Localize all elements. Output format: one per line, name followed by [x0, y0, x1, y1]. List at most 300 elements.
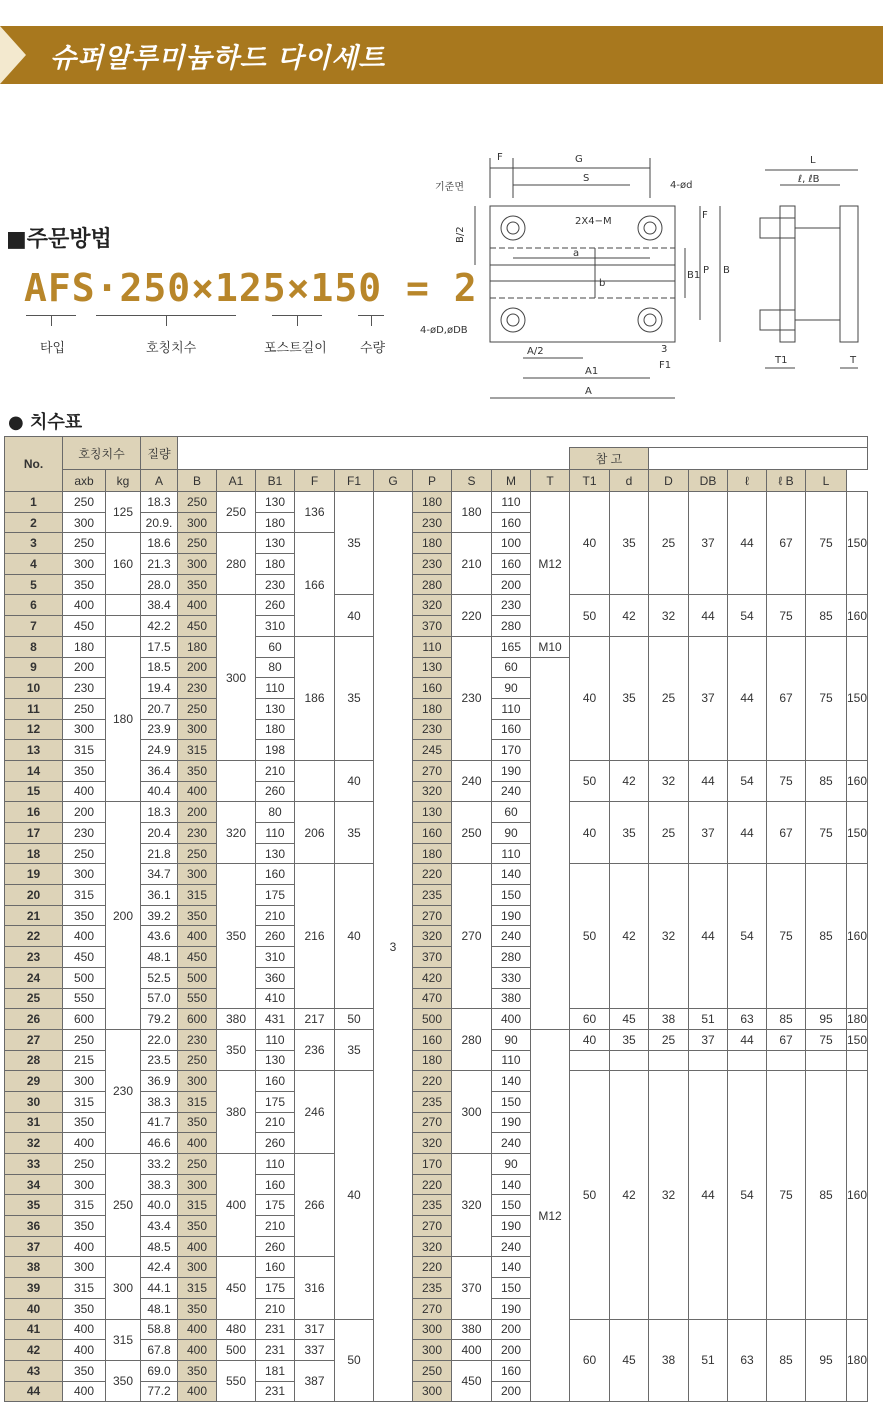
- table-cell: 230: [256, 574, 295, 595]
- table-cell: 360: [256, 967, 295, 988]
- table-cell: 110: [492, 492, 531, 513]
- table-cell: 24: [5, 967, 63, 988]
- table-cell: 3: [374, 492, 413, 1402]
- table-cell: 270: [413, 905, 452, 926]
- table-cell: 32: [649, 760, 689, 801]
- dimension-table: [4, 436, 868, 1402]
- table-cell: 35: [335, 802, 374, 864]
- table-cell: 315: [178, 885, 217, 906]
- table-cell: 110: [256, 678, 295, 699]
- table-cell: 40.0: [141, 1195, 178, 1216]
- table-cell: 35: [335, 636, 374, 760]
- table-cell: 75: [806, 636, 847, 760]
- table-cell: 450: [178, 947, 217, 968]
- table-cell: 40: [5, 1298, 63, 1319]
- table-cell: 8: [5, 636, 63, 657]
- table-cell: 37: [5, 1236, 63, 1257]
- table-cell: 380: [217, 1071, 256, 1154]
- table-cell: 270: [413, 760, 452, 781]
- table-cell: 180: [256, 512, 295, 533]
- table-cell: 250: [63, 698, 106, 719]
- table-cell: 320: [452, 1154, 492, 1257]
- table-cell: 300: [178, 864, 217, 885]
- table-cell: 200: [492, 1319, 531, 1340]
- table-cell: 40: [570, 636, 610, 760]
- table-cell: 175: [256, 885, 295, 906]
- header-5: B1: [256, 470, 295, 492]
- table-cell: 38.3: [141, 1091, 178, 1112]
- table-cell: 350: [178, 1298, 217, 1319]
- table-cell: 180: [847, 1319, 868, 1402]
- table-cell: 50: [335, 1009, 374, 1030]
- table-cell: 250: [63, 1029, 106, 1050]
- table-cell: 60: [570, 1319, 610, 1402]
- table-cell: [610, 1050, 649, 1071]
- table-cell: 25: [649, 636, 689, 760]
- table-cell: 75: [806, 802, 847, 864]
- table-cell: 170: [492, 740, 531, 761]
- table-cell: 13: [5, 740, 63, 761]
- table-cell: 60: [256, 636, 295, 657]
- table-cell: 160: [847, 1071, 868, 1319]
- dim-label-b1: B1: [687, 270, 701, 281]
- table-cell: 21: [5, 905, 63, 926]
- table-cell: 300: [63, 1174, 106, 1195]
- table-cell: 140: [492, 1174, 531, 1195]
- header-17: ℓ: [728, 470, 767, 492]
- table-cell: 450: [217, 1257, 256, 1319]
- table-cell: 32: [649, 864, 689, 1009]
- table-cell: 18.6: [141, 533, 178, 554]
- table-row: [5, 636, 868, 657]
- label-qty: 수량: [360, 341, 386, 356]
- dim-label-a-big: A: [585, 386, 592, 397]
- table-cell: 280: [492, 616, 531, 637]
- table-cell: 140: [492, 1071, 531, 1092]
- table-cell: 130: [256, 492, 295, 513]
- table-cell: 150: [847, 636, 868, 760]
- table-cell: 400: [63, 1319, 106, 1340]
- table-cell: 27: [5, 1029, 63, 1050]
- table-cell: 330: [492, 967, 531, 988]
- table-cell: 43.6: [141, 926, 178, 947]
- table-cell: 150: [492, 1091, 531, 1112]
- header-8: G: [374, 470, 413, 492]
- table-cell: 160: [106, 533, 141, 595]
- table-cell: 300: [63, 512, 106, 533]
- table-cell: 19: [5, 864, 63, 885]
- table-cell: 550: [178, 988, 217, 1009]
- table-cell: 300: [178, 719, 217, 740]
- table-cell: 160: [256, 1174, 295, 1195]
- table-cell: 38.3: [141, 1174, 178, 1195]
- table-cell: 315: [178, 1091, 217, 1112]
- table-cell: 180: [413, 698, 452, 719]
- table-cell: 110: [413, 636, 452, 657]
- table-cell: 45: [610, 1009, 649, 1030]
- table-cell: 300: [63, 554, 106, 575]
- table-cell: 32: [649, 595, 689, 636]
- table-cell: 160: [847, 595, 868, 636]
- table-cell: 315: [63, 1195, 106, 1216]
- table-cell: 85: [806, 595, 847, 636]
- table-cell: 270: [452, 864, 492, 1009]
- dim-label-b: B: [723, 265, 730, 276]
- table-cell: [106, 616, 141, 637]
- table-cell: 240: [492, 926, 531, 947]
- table-cell: 160: [256, 1071, 295, 1092]
- table-cell: 180: [106, 636, 141, 802]
- table-cell: 140: [492, 1257, 531, 1278]
- table-cell: 190: [492, 1216, 531, 1237]
- table-cell: 280: [452, 1009, 492, 1071]
- table-cell: 19.4: [141, 678, 178, 699]
- table-cell: 175: [256, 1278, 295, 1299]
- table-cell: 160: [492, 512, 531, 533]
- table-cell: 41.7: [141, 1112, 178, 1133]
- table-cell: 160: [413, 678, 452, 699]
- table-cell: 110: [492, 698, 531, 719]
- table-cell: 22.0: [141, 1029, 178, 1050]
- table-cell: 250: [178, 843, 217, 864]
- table-cell: 400: [178, 595, 217, 616]
- table-cell: 25: [649, 802, 689, 864]
- table-cell: 400: [178, 1340, 217, 1361]
- table-cell: 350: [63, 1298, 106, 1319]
- table-cell: 42.2: [141, 616, 178, 637]
- table-cell: 250: [106, 1154, 141, 1257]
- table-cell: 35: [610, 1029, 649, 1050]
- table-cell: 300: [217, 595, 256, 761]
- dim-label-3: 3: [661, 344, 668, 355]
- table-cell: 160: [492, 719, 531, 740]
- table-cell: 600: [63, 1009, 106, 1030]
- table-cell: 40: [335, 760, 374, 801]
- table-cell: 130: [256, 698, 295, 719]
- table-cell: 400: [63, 781, 106, 802]
- table-cell: 80: [256, 657, 295, 678]
- table-cell: 85: [806, 760, 847, 801]
- table-cell: 17.5: [141, 636, 178, 657]
- table-cell: 220: [413, 1071, 452, 1092]
- table-cell: 35: [610, 636, 649, 760]
- table-cell: 60: [492, 657, 531, 678]
- die-set-drawing: [415, 148, 880, 408]
- table-cell: 350: [217, 1029, 256, 1070]
- table-cell: 51: [689, 1319, 728, 1402]
- table-cell: 315: [63, 1091, 106, 1112]
- table-cell: 150: [492, 1278, 531, 1299]
- table-cell: 370: [413, 947, 452, 968]
- order-formula: AFS·250×125×150 = 2: [24, 266, 478, 310]
- table-cell: 410: [256, 988, 295, 1009]
- label-type: 타입: [40, 341, 66, 356]
- table-cell: 230: [452, 636, 492, 760]
- table-cell: 23.9: [141, 719, 178, 740]
- table-cell: 380: [492, 988, 531, 1009]
- table-cell: [806, 1050, 847, 1071]
- table-cell: 370: [413, 616, 452, 637]
- table-cell: 42: [610, 1071, 649, 1319]
- table-cell: 95: [806, 1009, 847, 1030]
- table-cell: 300: [178, 1257, 217, 1278]
- table-cell: M12: [531, 492, 570, 637]
- table-cell: 44: [728, 492, 767, 595]
- table-cell: 400: [63, 1340, 106, 1361]
- table-cell: 250: [178, 1050, 217, 1071]
- table-cell: 50: [570, 760, 610, 801]
- table-cell: 181: [256, 1360, 295, 1381]
- table-cell: 110: [256, 1154, 295, 1175]
- header-reference: 참 고: [570, 448, 649, 470]
- table-cell: 210: [256, 905, 295, 926]
- dim-label-t1: T1: [775, 355, 788, 366]
- table-cell: 25: [649, 492, 689, 595]
- header-9: P: [413, 470, 452, 492]
- table-cell: 317: [295, 1319, 335, 1340]
- table-cell: 300: [413, 1340, 452, 1361]
- dim-label-4d: 4-ød: [670, 180, 693, 191]
- table-cell: 2: [5, 512, 63, 533]
- header-10: S: [452, 470, 492, 492]
- table-cell: 240: [492, 1236, 531, 1257]
- table-cell: 250: [63, 533, 106, 554]
- table-cell: 315: [63, 1278, 106, 1299]
- table-row: [5, 1319, 868, 1340]
- table-cell: 40.4: [141, 781, 178, 802]
- table-cell: 44: [5, 1381, 63, 1402]
- table-cell: 38: [5, 1257, 63, 1278]
- table-cell: 500: [178, 967, 217, 988]
- table-cell: 180: [847, 1009, 868, 1030]
- table-cell: 150: [492, 885, 531, 906]
- table-cell: 230: [413, 719, 452, 740]
- table-cell: 250: [178, 698, 217, 719]
- table-cell: 300: [63, 1257, 106, 1278]
- table-cell: 280: [217, 533, 256, 595]
- table-cell: 39: [5, 1278, 63, 1299]
- table-cell: 500: [63, 967, 106, 988]
- table-cell: 250: [63, 843, 106, 864]
- header-3: B: [178, 470, 217, 492]
- dim-label-m: 2X4−M: [575, 216, 612, 227]
- table-cell: 350: [63, 1112, 106, 1133]
- table-cell: 75: [806, 492, 847, 595]
- table-cell: 36.1: [141, 885, 178, 906]
- header-blank: [178, 437, 570, 470]
- table-cell: 210: [452, 533, 492, 595]
- table-cell: 170: [413, 1154, 452, 1175]
- dim-label-p: P: [703, 265, 710, 276]
- table-cell: 450: [178, 616, 217, 637]
- table-cell: 25: [649, 1029, 689, 1050]
- section-heading: ● 치수표: [8, 412, 83, 433]
- dim-label-4D: 4-øD,øDB: [420, 325, 468, 336]
- table-cell: 85: [767, 1319, 806, 1402]
- table-cell: 180: [413, 1050, 452, 1071]
- header-16: DB: [689, 470, 728, 492]
- table-cell: 320: [413, 1236, 452, 1257]
- table-cell: 136: [295, 492, 335, 533]
- table-row: [5, 802, 868, 823]
- table-cell: 266: [295, 1154, 335, 1257]
- table-cell: [728, 1050, 767, 1071]
- table-cell: 175: [256, 1091, 295, 1112]
- table-cell: 6: [5, 595, 63, 616]
- dim-label-g: G: [575, 154, 583, 165]
- table-cell: 315: [106, 1319, 141, 1360]
- table-cell: 18.5: [141, 657, 178, 678]
- table-cell: 320: [413, 781, 452, 802]
- table-cell: 63: [728, 1319, 767, 1402]
- table-cell: [106, 595, 141, 616]
- bracket-post: [272, 315, 322, 326]
- table-cell: 16: [5, 802, 63, 823]
- table-cell: 198: [256, 740, 295, 761]
- table-cell: 38.4: [141, 595, 178, 616]
- table-cell: 54: [728, 760, 767, 801]
- table-cell: 34.7: [141, 864, 178, 885]
- table-cell: 500: [413, 1009, 452, 1030]
- header-no: No.: [5, 437, 63, 492]
- dim-label-b-small: b: [599, 278, 606, 289]
- header-7: F1: [335, 470, 374, 492]
- table-cell: 230: [63, 678, 106, 699]
- table-cell: 160: [256, 864, 295, 885]
- table-cell: 320: [413, 1133, 452, 1154]
- table-cell: 190: [492, 760, 531, 781]
- table-cell: 33: [5, 1154, 63, 1175]
- table-cell: 50: [335, 1319, 374, 1402]
- table-cell: 300: [178, 554, 217, 575]
- table-cell: 3: [5, 533, 63, 554]
- table-cell: 51: [689, 1009, 728, 1030]
- table-cell: 48.5: [141, 1236, 178, 1257]
- table-cell: 300: [63, 864, 106, 885]
- table-cell: 450: [63, 947, 106, 968]
- table-cell: 200: [178, 657, 217, 678]
- table-cell: 110: [256, 823, 295, 844]
- table-cell: 300: [452, 1071, 492, 1154]
- table-cell: [217, 760, 256, 801]
- table-cell: 550: [63, 988, 106, 1009]
- table-cell: 230: [178, 823, 217, 844]
- dim-label-f: F: [497, 152, 503, 163]
- table-cell: 250: [413, 1360, 452, 1381]
- table-row: [5, 492, 868, 513]
- table-cell: 43: [5, 1360, 63, 1381]
- header-blank3: [649, 448, 868, 470]
- table-cell: 190: [492, 1112, 531, 1133]
- header-19: L: [806, 470, 847, 492]
- table-cell: 25: [5, 988, 63, 1009]
- table-cell: 67.8: [141, 1340, 178, 1361]
- table-cell: 180: [256, 719, 295, 740]
- header-nominal: 호칭치수: [63, 437, 141, 470]
- table-cell: 44: [689, 760, 728, 801]
- table-cell: 550: [217, 1360, 256, 1401]
- table-cell: 12: [5, 719, 63, 740]
- dim-label-lb: ℓ, ℓB: [798, 174, 820, 185]
- table-cell: 31: [5, 1112, 63, 1133]
- table-cell: 300: [63, 1071, 106, 1092]
- table-cell: 246: [295, 1071, 335, 1154]
- table-cell: 230: [413, 512, 452, 533]
- table-cell: 85: [806, 1071, 847, 1319]
- table-cell: 260: [256, 1236, 295, 1257]
- bracket-type: [26, 315, 76, 326]
- table-cell: 380: [217, 1009, 256, 1030]
- table-cell: 11: [5, 698, 63, 719]
- table-cell: 48.1: [141, 1298, 178, 1319]
- table-cell: 130: [413, 657, 452, 678]
- dim-label-f-right: F: [702, 210, 708, 221]
- table-cell: 44: [689, 1071, 728, 1319]
- table-cell: 230: [178, 678, 217, 699]
- table-cell: 200: [492, 1340, 531, 1361]
- table-cell: 34: [5, 1174, 63, 1195]
- table-cell: 190: [492, 905, 531, 926]
- table-cell: 400: [63, 926, 106, 947]
- table-cell: 30: [5, 1091, 63, 1112]
- table-cell: 22: [5, 926, 63, 947]
- table-cell: 350: [217, 864, 256, 1009]
- table-cell: 180: [413, 492, 452, 513]
- table-cell: 18.3: [141, 802, 178, 823]
- table-cell: 20.7: [141, 698, 178, 719]
- table-cell: 450: [452, 1360, 492, 1401]
- table-cell: 220: [413, 1257, 452, 1278]
- table-cell: 40: [335, 1071, 374, 1319]
- table-cell: 315: [63, 740, 106, 761]
- table-cell: 35: [610, 492, 649, 595]
- table-cell: [570, 1050, 610, 1071]
- table-cell: 36.4: [141, 760, 178, 781]
- header-12: T: [531, 470, 570, 492]
- table-cell: 350: [63, 905, 106, 926]
- table-cell: 215: [63, 1050, 106, 1071]
- table-cell: 280: [492, 947, 531, 968]
- table-cell: 420: [413, 967, 452, 988]
- table-cell: 69.0: [141, 1360, 178, 1381]
- table-cell: 40: [335, 595, 374, 636]
- table-cell: 180: [178, 636, 217, 657]
- table-cell: 35: [335, 1029, 374, 1070]
- table-cell: 166: [295, 533, 335, 636]
- table-cell: 350: [178, 1360, 217, 1381]
- header-0: axb: [63, 470, 106, 492]
- table-cell: 35: [610, 802, 649, 864]
- table-cell: 320: [413, 595, 452, 616]
- table-cell: 20.9.: [141, 512, 178, 533]
- table-cell: 500: [217, 1340, 256, 1361]
- table-cell: 21.8: [141, 843, 178, 864]
- table-cell: 160: [492, 554, 531, 575]
- table-cell: 39.2: [141, 905, 178, 926]
- table-cell: 130: [413, 802, 452, 823]
- table-cell: 45: [610, 1319, 649, 1402]
- table-cell: 125: [106, 492, 141, 533]
- header-1: kg: [106, 470, 141, 492]
- table-cell: 400: [178, 781, 217, 802]
- table-cell: 450: [63, 616, 106, 637]
- table-cell: 350: [178, 905, 217, 926]
- table-cell: 400: [178, 1236, 217, 1257]
- table-cell: 230: [106, 1029, 141, 1153]
- table-cell: 400: [178, 1133, 217, 1154]
- table-cell: 110: [492, 843, 531, 864]
- table-cell: 240: [452, 760, 492, 801]
